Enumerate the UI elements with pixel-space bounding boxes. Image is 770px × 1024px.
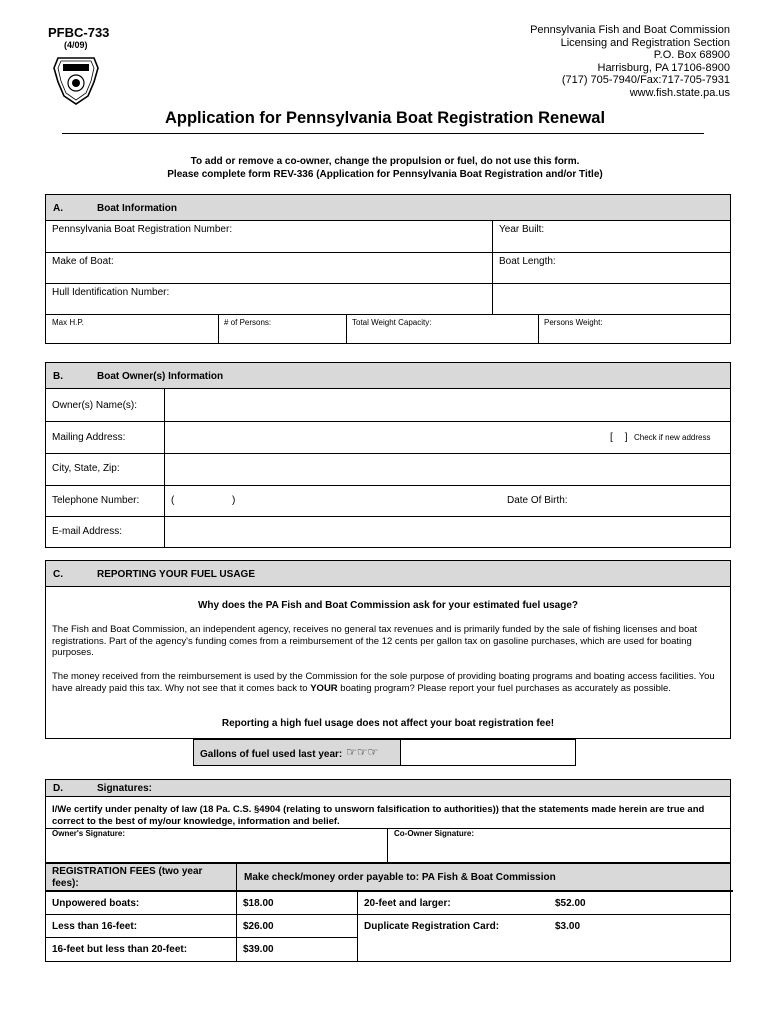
gallons-field[interactable] xyxy=(400,739,576,766)
phone-open-paren: ( xyxy=(171,495,175,506)
pfbc-seal-icon xyxy=(52,56,100,106)
agency-line: P.O. Box 68900 xyxy=(653,49,730,61)
telephone-field[interactable] xyxy=(165,486,495,515)
para2-text: The money received from the reimbursement is used by the Commission for the sole purpose of providing boating programs and boating access facilities. You have already paid this tax. Why not see that it comes back to xyxy=(52,671,715,694)
owner-signature-field[interactable] xyxy=(46,838,386,862)
phone-close-paren: ) xyxy=(232,495,236,506)
certification-text: I/We certify under penalty of law (18 Pa. C.S. §4904 (relating to unsworn falsification to authorities)) that the statements made herein are true and correct to the best of my/our knowledge, information and belief. xyxy=(52,804,705,827)
notice-line: Please complete form REV-336 (Application for Pennsylvania Boat Registration and/or Title) xyxy=(167,168,603,180)
boat-length-field[interactable] xyxy=(493,253,730,282)
fee-label: Duplicate Registration Card: xyxy=(364,921,500,932)
para2-emphasis: YOUR xyxy=(310,682,338,694)
coowner-signature-label: Co-Owner Signature: xyxy=(394,829,475,838)
form-number: PFBC-733 xyxy=(48,25,110,40)
boat-length-label: Boat Length: xyxy=(499,256,556,267)
fuel-paragraph-1: The Fish and Boat Commission, an independent agency, receives no general tax revenues and is primarily funded by the sale of fishing licenses and boat registrations. Part of the agency's funding comes from a reimbursement of the 12 cents per gallon tax on gasoline purchases, which are used for boating purposes. xyxy=(52,624,698,658)
check-new-address-label: Check if new address xyxy=(634,433,711,442)
fuel-paragraph-2 xyxy=(52,671,722,694)
fee-label: 20-feet and larger: xyxy=(364,898,451,909)
notice xyxy=(0,156,770,181)
dob-field[interactable] xyxy=(575,486,730,515)
max-hp-label: Max H.P. xyxy=(52,318,84,327)
section-c-header xyxy=(45,560,731,587)
fee-amount: $18.00 xyxy=(243,898,274,909)
fee-amount: $3.00 xyxy=(555,921,581,932)
persons-field[interactable] xyxy=(219,315,345,343)
year-built-label: Year Built: xyxy=(499,224,545,235)
gallons-label: Gallons of fuel used last year: xyxy=(200,749,343,760)
fee-label: Less than 16-feet: xyxy=(52,921,138,932)
year-built-field[interactable] xyxy=(493,222,730,251)
persons-weight-field[interactable] xyxy=(539,315,730,343)
hin-field[interactable] xyxy=(46,284,730,313)
coowner-signature-field[interactable] xyxy=(388,838,730,862)
section-b-letter: B. xyxy=(53,371,63,382)
fee-label: Unpowered boats: xyxy=(52,898,140,909)
fee-label: 16-feet but less than 20-feet: xyxy=(52,944,188,955)
mailing-address-field[interactable] xyxy=(165,422,605,452)
agency-line: Pennsylvania Fish and Boat Commission xyxy=(530,24,730,36)
owner-names-field[interactable] xyxy=(165,390,730,420)
section-a-header xyxy=(45,194,731,221)
mailing-address-label: Mailing Address: xyxy=(52,432,126,443)
make-label: Make of Boat: xyxy=(52,256,114,267)
section-b-header xyxy=(45,362,731,389)
fees-header-cell xyxy=(45,863,237,891)
agency-address xyxy=(530,24,730,99)
max-hp-field[interactable] xyxy=(46,315,217,343)
gallons-label-cell xyxy=(193,739,401,766)
fees-header-label: REGISTRATION FEES (two year fees): xyxy=(52,866,203,889)
fuel-question: Why does the PA Fish and Boat Commission ask for your estimated fuel usage? xyxy=(197,600,579,611)
city-state-zip-label: City, State, Zip: xyxy=(52,463,120,474)
check-open-bracket: [ xyxy=(610,432,613,443)
check-close-bracket: ] xyxy=(624,432,628,443)
payable-text: Make check/money order payable to: PA Fish & Boat Commission xyxy=(244,872,556,883)
agency-line: (717) 705-7940/Fax:717-705-7931 xyxy=(561,74,730,86)
make-field[interactable] xyxy=(46,253,491,282)
page-title: Application for Pennsylvania Boat Registration Renewal xyxy=(164,109,606,127)
para2-text: boating program? Please report your fuel purchases as accurately as possible. xyxy=(337,682,671,694)
section-d-title: Signatures: xyxy=(97,783,153,794)
telephone-label: Telephone Number: xyxy=(52,495,140,506)
owner-names-label: Owner(s) Name(s): xyxy=(52,400,138,411)
notice-line: To add or remove a co-owner, change the propulsion or fuel, do not use this form. xyxy=(190,156,580,167)
email-label: E-mail Address: xyxy=(52,526,123,537)
registration-number-field[interactable] xyxy=(46,222,491,251)
section-c-title: REPORTING YOUR FUEL USAGE xyxy=(97,569,255,580)
section-a-letter: A. xyxy=(53,203,63,214)
title-rule xyxy=(62,133,704,134)
persons-label: # of Persons: xyxy=(224,318,272,327)
section-a-title: Boat Information xyxy=(97,203,177,214)
owner-signature-label: Owner's Signature: xyxy=(52,829,126,838)
pointing-hand-icon: ☞☞☞ xyxy=(346,745,379,759)
fee-amount: $26.00 xyxy=(243,921,274,932)
registration-number-label: Pennsylvania Boat Registration Number: xyxy=(52,224,233,235)
fuel-fee-note: Reporting a high fuel usage does not affect your boat registration fee! xyxy=(221,718,555,729)
section-d-header xyxy=(45,779,731,797)
payable-cell xyxy=(236,863,731,891)
agency-line: Harrisburg, PA 17106-8900 xyxy=(597,61,730,74)
fee-amount: $39.00 xyxy=(243,944,274,955)
section-d-letter: D. xyxy=(53,783,63,794)
agency-line: Licensing and Registration Section xyxy=(560,36,730,49)
fee-amount: $52.00 xyxy=(555,898,586,909)
new-address-checkbox[interactable] xyxy=(610,432,628,443)
dob-label: Date Of Birth: xyxy=(507,495,568,506)
section-b-title: Boat Owner(s) Information xyxy=(97,371,224,382)
form-date: (4/09) xyxy=(64,40,88,50)
weight-capacity-label: Total Weight Capacity: xyxy=(352,318,432,327)
city-state-zip-field[interactable] xyxy=(165,454,730,484)
persons-weight-label: Persons Weight: xyxy=(544,318,603,327)
hin-label: Hull Identification Number: xyxy=(52,287,170,298)
section-c-letter: C. xyxy=(53,569,63,580)
weight-capacity-field[interactable] xyxy=(347,315,537,343)
email-field[interactable] xyxy=(165,517,730,547)
agency-website: www.fish.state.pa.us xyxy=(629,86,730,99)
